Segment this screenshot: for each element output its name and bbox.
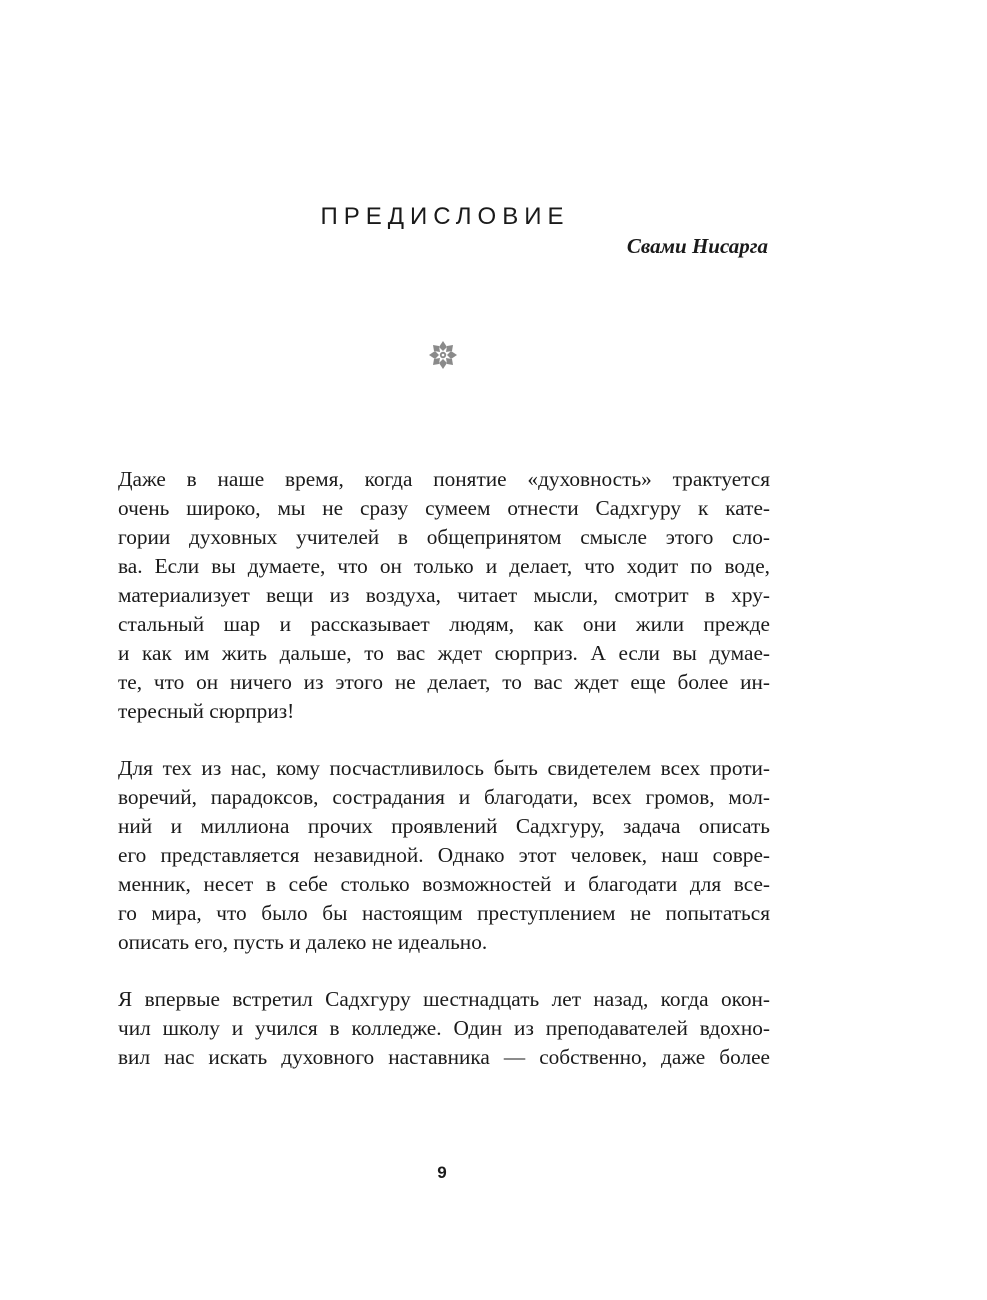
text-line: материализует вещи из воздуха, читает мысли, смотрит в хру-: [118, 583, 770, 607]
text-line: ва. Если вы думаете, что он только и делает, что ходит по воде,: [118, 554, 770, 578]
text-line: и как им жить дальше, то вас ждет сюрприз. А если вы думае-: [118, 641, 770, 665]
text-line: Для тех из нас, кому посчастливилось быть свидетелем всех проти-: [118, 756, 770, 780]
paragraph-2: [118, 754, 770, 957]
body-text: [118, 465, 770, 1100]
text-line: тересный сюрприз!: [118, 699, 295, 723]
text-line: те, что он ничего из этого не делает, то вас ждет еще более ин-: [118, 670, 770, 694]
text-line: го мира, что было бы настоящим преступлением не попытаться: [118, 901, 770, 925]
text-line: вил нас искать духовного наставника — собственно, даже более: [118, 1045, 770, 1069]
text-line: менник, несет в себе столько возможностей и благодати для все-: [118, 872, 770, 896]
text-line: гории духовных учителей в общепринятом смысле этого сло-: [118, 525, 770, 549]
lotus-ornament-icon: [427, 339, 459, 371]
text-line: воречий, парадоксов, сострадания и благодати, всех громов, мол-: [118, 785, 770, 809]
text-line: Я впервые встретил Садхгуру шестнадцать лет назад, когда окон-: [118, 987, 770, 1011]
text-line: его представляется незавидной. Однако этот человек, наш совре-: [118, 843, 770, 867]
page-number: 9: [437, 1163, 447, 1182]
paragraph-1: [118, 465, 770, 726]
text-line: очень широко, мы не сразу сумеем отнести Садхгуру к кате-: [118, 496, 770, 520]
text-line: Даже в наше время, когда понятие «духовность» трактуется: [118, 467, 770, 491]
text-line: стальный шар и рассказывает людям, как они жили прежде: [118, 612, 770, 636]
paragraph-3: [118, 985, 770, 1072]
chapter-title: ПРЕДИСЛОВИЕ: [320, 203, 570, 230]
text-line: ний и миллиона прочих проявлений Садхгуру, задача описать: [118, 814, 770, 838]
text-line: чил школу и учился в колледже. Один из преподавателей вдохно-: [118, 1016, 770, 1040]
author-name: Свами Нисарга: [626, 234, 768, 258]
text-line: описать его, пусть и далеко не идеально.: [118, 930, 488, 954]
